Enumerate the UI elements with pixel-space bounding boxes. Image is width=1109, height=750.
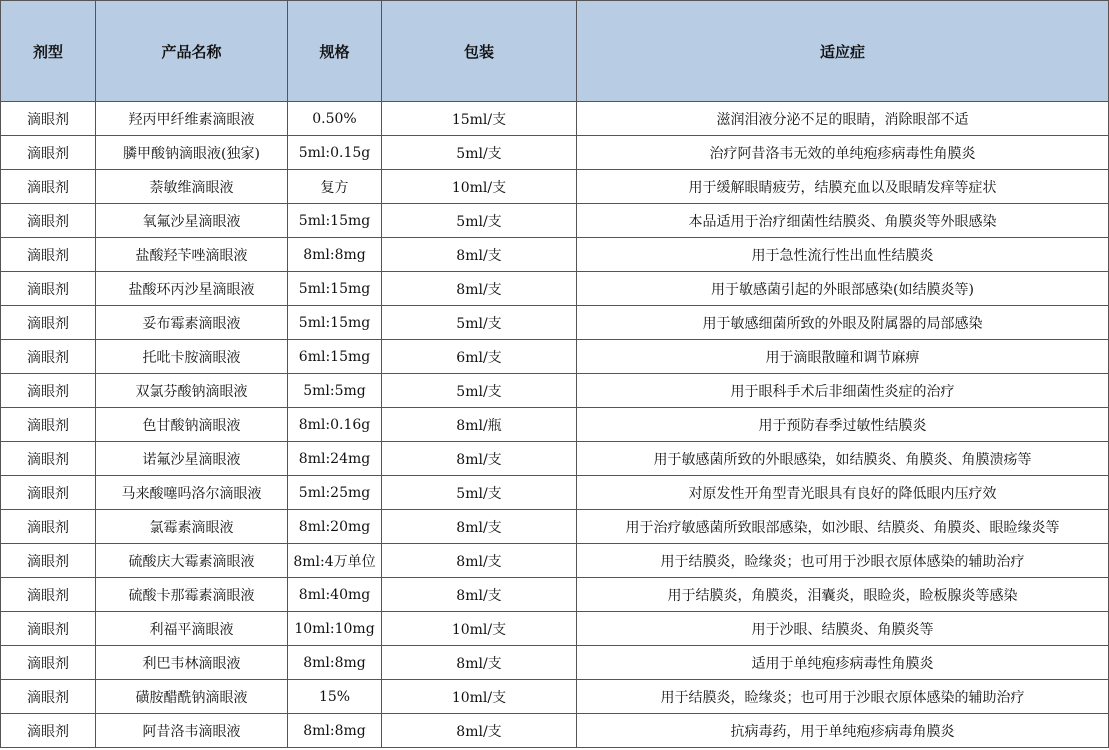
cell-indication: 用于敏感细菌所致的外眼及附属器的局部感染 bbox=[577, 306, 1109, 340]
table-row bbox=[1, 714, 1109, 748]
cell-product-name: 马来酸噻吗洛尔滴眼液 bbox=[96, 476, 288, 510]
cell-product-name: 利巴韦林滴眼液 bbox=[96, 646, 288, 680]
table-row bbox=[1, 238, 1109, 272]
cell-spec: 8ml:8mg bbox=[288, 646, 382, 680]
cell-package: 8ml/支 bbox=[382, 442, 577, 476]
cell-spec: 8ml:0.16g bbox=[288, 408, 382, 442]
cell-package: 15ml/支 bbox=[382, 102, 577, 136]
table-row bbox=[1, 102, 1109, 136]
cell-spec: 5ml:15mg bbox=[288, 204, 382, 238]
table-row bbox=[1, 544, 1109, 578]
table-header bbox=[1, 1, 1109, 102]
cell-product-name: 诺氟沙星滴眼液 bbox=[96, 442, 288, 476]
cell-dosage-form: 滴眼剂 bbox=[1, 578, 96, 612]
table-row bbox=[1, 340, 1109, 374]
cell-dosage-form: 滴眼剂 bbox=[1, 102, 96, 136]
cell-dosage-form: 滴眼剂 bbox=[1, 476, 96, 510]
cell-product-name: 萘敏维滴眼液 bbox=[96, 170, 288, 204]
cell-indication: 治疗阿昔洛韦无效的单纯疱疹病毒性角膜炎 bbox=[577, 136, 1109, 170]
cell-package: 8ml/支 bbox=[382, 238, 577, 272]
cell-product-name: 阿昔洛韦滴眼液 bbox=[96, 714, 288, 748]
header-spec: 规格 bbox=[288, 1, 382, 102]
cell-dosage-form: 滴眼剂 bbox=[1, 306, 96, 340]
cell-spec: 8ml:20mg bbox=[288, 510, 382, 544]
cell-indication: 本品适用于治疗细菌性结膜炎、角膜炎等外眼感染 bbox=[577, 204, 1109, 238]
header-product-name: 产品名称 bbox=[96, 1, 288, 102]
cell-spec: 8ml:8mg bbox=[288, 714, 382, 748]
cell-product-name: 膦甲酸钠滴眼液(独家) bbox=[96, 136, 288, 170]
table-row bbox=[1, 374, 1109, 408]
cell-product-name: 磺胺醋酰钠滴眼液 bbox=[96, 680, 288, 714]
cell-indication: 用于预防春季过敏性结膜炎 bbox=[577, 408, 1109, 442]
cell-dosage-form: 滴眼剂 bbox=[1, 374, 96, 408]
table-body bbox=[1, 102, 1109, 748]
table-row bbox=[1, 612, 1109, 646]
cell-spec: 5ml:25mg bbox=[288, 476, 382, 510]
cell-indication: 用于沙眼、结膜炎、角膜炎等 bbox=[577, 612, 1109, 646]
cell-dosage-form: 滴眼剂 bbox=[1, 170, 96, 204]
cell-product-name: 盐酸环丙沙星滴眼液 bbox=[96, 272, 288, 306]
cell-product-name: 利福平滴眼液 bbox=[96, 612, 288, 646]
cell-spec: 5ml:15mg bbox=[288, 272, 382, 306]
header-dosage-form: 剂型 bbox=[1, 1, 96, 102]
table-row bbox=[1, 578, 1109, 612]
cell-indication: 用于眼科手术后非细菌性炎症的治疗 bbox=[577, 374, 1109, 408]
cell-dosage-form: 滴眼剂 bbox=[1, 136, 96, 170]
cell-spec: 5ml:0.15g bbox=[288, 136, 382, 170]
cell-package: 5ml/支 bbox=[382, 204, 577, 238]
cell-spec: 8ml:24mg bbox=[288, 442, 382, 476]
cell-package: 10ml/支 bbox=[382, 612, 577, 646]
cell-indication: 用于治疗敏感菌所致眼部感染，如沙眼、结膜炎、角膜炎、眼睑缘炎等 bbox=[577, 510, 1109, 544]
cell-package: 8ml/支 bbox=[382, 646, 577, 680]
table-row bbox=[1, 272, 1109, 306]
header-row bbox=[1, 1, 1109, 102]
cell-indication: 用于结膜炎，睑缘炎；也可用于沙眼衣原体感染的辅助治疗 bbox=[577, 544, 1109, 578]
cell-dosage-form: 滴眼剂 bbox=[1, 646, 96, 680]
cell-product-name: 羟丙甲纤维素滴眼液 bbox=[96, 102, 288, 136]
cell-indication: 抗病毒药，用于单纯疱疹病毒角膜炎 bbox=[577, 714, 1109, 748]
cell-product-name: 色甘酸钠滴眼液 bbox=[96, 408, 288, 442]
cell-dosage-form: 滴眼剂 bbox=[1, 442, 96, 476]
table-row bbox=[1, 306, 1109, 340]
cell-spec: 8ml:40mg bbox=[288, 578, 382, 612]
cell-spec: 0.50% bbox=[288, 102, 382, 136]
cell-product-name: 妥布霉素滴眼液 bbox=[96, 306, 288, 340]
cell-dosage-form: 滴眼剂 bbox=[1, 340, 96, 374]
cell-spec: 复方 bbox=[288, 170, 382, 204]
cell-package: 8ml/瓶 bbox=[382, 408, 577, 442]
cell-package: 5ml/支 bbox=[382, 476, 577, 510]
cell-package: 6ml/支 bbox=[382, 340, 577, 374]
cell-product-name: 托吡卡胺滴眼液 bbox=[96, 340, 288, 374]
table-row bbox=[1, 442, 1109, 476]
cell-package: 5ml/支 bbox=[382, 374, 577, 408]
table-row bbox=[1, 510, 1109, 544]
cell-indication: 用于结膜炎，角膜炎，泪囊炎，眼睑炎，睑板腺炎等感染 bbox=[577, 578, 1109, 612]
cell-product-name: 氧氟沙星滴眼液 bbox=[96, 204, 288, 238]
cell-spec: 6ml:15mg bbox=[288, 340, 382, 374]
cell-product-name: 双氯芬酸钠滴眼液 bbox=[96, 374, 288, 408]
table-row bbox=[1, 476, 1109, 510]
cell-dosage-form: 滴眼剂 bbox=[1, 204, 96, 238]
table-row bbox=[1, 136, 1109, 170]
cell-indication: 用于结膜炎，睑缘炎；也可用于沙眼衣原体感染的辅助治疗 bbox=[577, 680, 1109, 714]
table-row bbox=[1, 408, 1109, 442]
cell-package: 8ml/支 bbox=[382, 544, 577, 578]
cell-product-name: 盐酸羟苄唑滴眼液 bbox=[96, 238, 288, 272]
table-row bbox=[1, 204, 1109, 238]
table-row bbox=[1, 680, 1109, 714]
cell-indication: 用于滴眼散瞳和调节麻痹 bbox=[577, 340, 1109, 374]
cell-spec: 5ml:15mg bbox=[288, 306, 382, 340]
cell-dosage-form: 滴眼剂 bbox=[1, 272, 96, 306]
cell-indication: 用于急性流行性出血性结膜炎 bbox=[577, 238, 1109, 272]
cell-product-name: 氯霉素滴眼液 bbox=[96, 510, 288, 544]
cell-spec: 10ml:10mg bbox=[288, 612, 382, 646]
cell-indication: 用于敏感菌所致的外眼感染，如结膜炎、角膜炎、角膜溃疡等 bbox=[577, 442, 1109, 476]
cell-package: 5ml/支 bbox=[382, 306, 577, 340]
cell-package: 10ml/支 bbox=[382, 170, 577, 204]
cell-product-name: 硫酸庆大霉素滴眼液 bbox=[96, 544, 288, 578]
cell-product-name: 硫酸卡那霉素滴眼液 bbox=[96, 578, 288, 612]
cell-spec: 8ml:8mg bbox=[288, 238, 382, 272]
header-indication: 适应症 bbox=[577, 1, 1109, 102]
cell-package: 8ml/支 bbox=[382, 578, 577, 612]
cell-indication: 滋润泪液分泌不足的眼睛，消除眼部不适 bbox=[577, 102, 1109, 136]
cell-dosage-form: 滴眼剂 bbox=[1, 612, 96, 646]
cell-package: 8ml/支 bbox=[382, 510, 577, 544]
table-row bbox=[1, 170, 1109, 204]
cell-package: 5ml/支 bbox=[382, 136, 577, 170]
cell-dosage-form: 滴眼剂 bbox=[1, 544, 96, 578]
cell-dosage-form: 滴眼剂 bbox=[1, 408, 96, 442]
cell-spec: 15% bbox=[288, 680, 382, 714]
cell-package: 8ml/支 bbox=[382, 272, 577, 306]
cell-indication: 用于缓解眼睛疲劳，结膜充血以及眼睛发痒等症状 bbox=[577, 170, 1109, 204]
header-package: 包装 bbox=[382, 1, 577, 102]
cell-dosage-form: 滴眼剂 bbox=[1, 510, 96, 544]
cell-dosage-form: 滴眼剂 bbox=[1, 680, 96, 714]
cell-spec: 8ml:4万单位 bbox=[288, 544, 382, 578]
cell-package: 10ml/支 bbox=[382, 680, 577, 714]
cell-dosage-form: 滴眼剂 bbox=[1, 714, 96, 748]
cell-indication: 对原发性开角型青光眼具有良好的降低眼内压疗效 bbox=[577, 476, 1109, 510]
cell-indication: 适用于单纯疱疹病毒性角膜炎 bbox=[577, 646, 1109, 680]
table-row bbox=[1, 646, 1109, 680]
cell-indication: 用于敏感菌引起的外眼部感染(如结膜炎等) bbox=[577, 272, 1109, 306]
cell-spec: 5ml:5mg bbox=[288, 374, 382, 408]
cell-package: 8ml/支 bbox=[382, 714, 577, 748]
cell-dosage-form: 滴眼剂 bbox=[1, 238, 96, 272]
